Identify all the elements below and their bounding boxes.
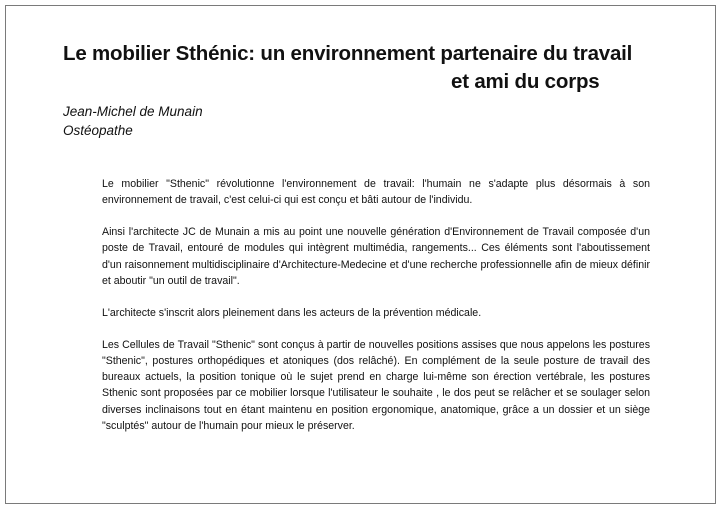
title-line-1: Le mobilier Sthénic: un environnement partenaire du travail bbox=[63, 42, 633, 65]
paragraph-1: Le mobilier "Sthenic" révolutionne l'environnement de travail: l'humain ne s'adapte plus désormais à son environnement de travail, c'est celui-ci qui est conçu et bâti autour de l'individu. bbox=[102, 178, 650, 207]
title-line-2: et ami du corps bbox=[451, 70, 600, 93]
author-name: Jean-Michel de Munain bbox=[63, 104, 203, 119]
document-page bbox=[5, 5, 716, 504]
author-role: Ostéopathe bbox=[63, 123, 133, 138]
paragraph-4: Les Cellules de Travail "Sthenic" sont conçus à partir de nouvelles positions assises que nous appelons les postures "Sthenic", postures orthopédiques et atoniques (dos relâché). En complément de la seule posture de travail des bureaux actuels, la position tonique où le sujet prend en charge lui-même son érection vertébrale, les postures Sthenic sont proposées par ce mobilier lorsque l'utilisateur le souhaite , le dos peut se relâcher et se soulager selon diverses inclinaisons tout en étant maintenu en position ergonomique, anatomique, grâce a un dossier et un siège "sculptés" autour de l'humain pour mieux le préserver. bbox=[102, 338, 650, 433]
document-body bbox=[102, 176, 650, 450]
author-block bbox=[63, 102, 203, 140]
document-title bbox=[63, 40, 683, 96]
paragraph-2: Ainsi l'architecte JC de Munain a mis au point une nouvelle génération d'Environnement de Travail composée d'un poste de Travail, entouré de modules qui intègrent multimédia, rangements... Ces éléments sont l'aboutissement d'un raisonnement multidisciplinaire d'Architecture-Medecine et d'une recherche professionnelle afin de mieux définir et aboutir "un outil de travail". bbox=[102, 226, 650, 287]
paragraph-3: L'architecte s'inscrit alors pleinement dans les acteurs de la prévention médicale. bbox=[102, 306, 482, 319]
